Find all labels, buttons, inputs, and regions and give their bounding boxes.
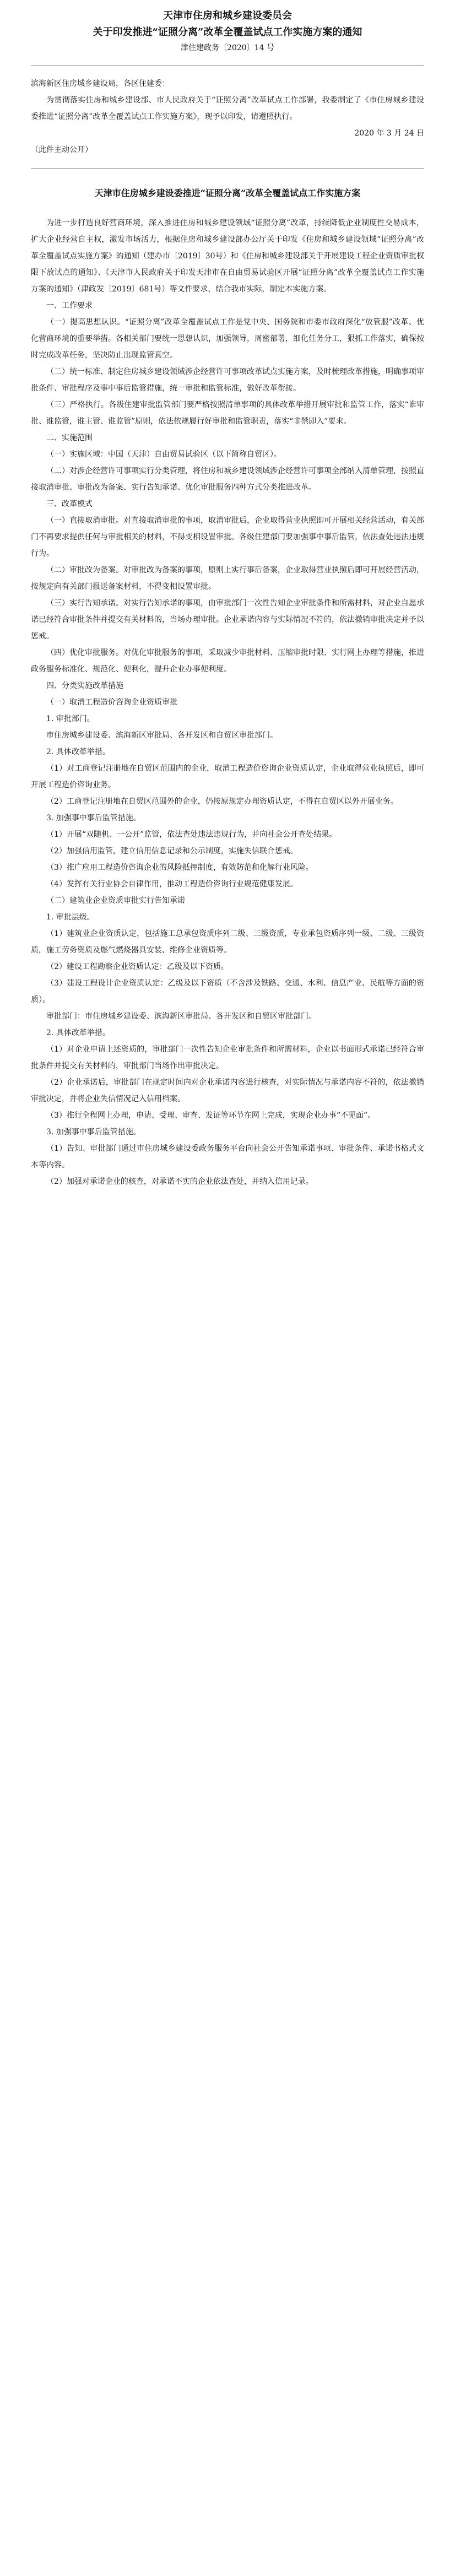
paragraph: （1）开展“双随机、一公开”监管，依法查处违法违规行为，并向社会公开查处结果。	[46, 830, 337, 839]
paragraph: （二）对涉企经营许可事项实行分类管理，将住房和城乡建设领域涉企经营许可事项全部纳入清单管理，按照直接取消审批、审批改为备案、实行告知承诺、优化审批服务四种方式分类推进改革。	[31, 467, 424, 492]
paragraph: （二）审批改为备案。对审批改为备案的事项，原则上实行事后备案，企业取得营业执照后即可开展经营活动，按规定向有关部门报送备案材料，不得变相设置审批。	[31, 566, 424, 591]
paragraph: （2）加强对承诺企业的核查，对承诺不实的企业依法查处，并纳入信用记录。	[46, 1177, 313, 1186]
paragraph: （1）建筑业企业资质认定，包括施工总承包资质序列二级、三级资质，专业承包资质序列一级、二级、三级资质，施工劳务资质及燃气燃烧器具安装、维修企业资质等。	[31, 929, 424, 955]
paragraph: （3）建设工程设计企业资质认定：乙级及以下资质（不含涉及铁路、交通、水利、信息产业、民航等方面的资质）。	[31, 979, 424, 1004]
paragraph: （一）直接取消审批。对直接取消审批的事项，取消审批后，企业取得营业执照即可开展相关经营活动，有关部门不再要求提供任何与审批相关的材料，不得变相设置审批。各级住建部门要加强事中事后监管，依法查处违法违规行为。	[31, 516, 424, 558]
paragraph: （一）取消工程造价咨询企业资质审批	[46, 698, 177, 707]
paragraph: 一、工作要求	[46, 301, 93, 310]
agency-name: 天津市住房和城乡建设委员会	[163, 10, 292, 21]
section-divider	[31, 168, 424, 169]
plan-body	[31, 215, 424, 1190]
paragraph: （4）发挥有关行业协会自律作用，推动工程造价咨询行业规范健康发展。	[46, 880, 298, 889]
paragraph: （1）对工商登记注册地在自贸区范围内的企业，取消工程造价咨询企业资质认定，企业取得营业执照后，即可开展工程造价咨询业务。	[31, 764, 424, 789]
paragraph: （三）严格执行。各级住建审批监管部门要严格按照清单事项的具体改革举措开展审批和监管工作，落实“谁审批、谁监管，谁主管、谁监管”原则，依法依规履行好审批和监管职责，落实“非禁即入”要求。	[31, 401, 424, 426]
paragraph: （3）推行全程网上办理，申请、受理、审查、发证等环节在网上完成，实现企业办事“不见面”。	[46, 1111, 376, 1120]
document-number: 津住建政务〔2020〕14 号	[181, 44, 274, 52]
addressee: 滨海新区住房城乡建设局，各区住建委：	[31, 79, 170, 88]
paragraph: 市住房城乡建设委、滨海新区审批局、各开发区和自贸区审批部门。	[46, 731, 278, 740]
paragraph: （2）加强信用监管，建立信用信息记录和公示制度，实施失信联合惩戒。	[46, 847, 298, 856]
paragraph: 3. 加强事中事后监管措施。	[46, 1128, 141, 1137]
public-note: （此件主动公开）	[31, 145, 93, 154]
paragraph: （1）对企业申请上述资质的，审批部门一次性告知企业审批条件和所需材料，企业以书面形式承诺已经符合审批条件并提交有关材料的，审批部门当场作出审批决定。	[31, 1045, 424, 1070]
paragraph: 二、实施范围	[46, 434, 93, 442]
paragraph: （3）推广应用工程造价咨询企业的风险抵押制度，有效防范和化解行业风险。	[46, 863, 313, 872]
notice-title: 关于印发推进“证照分离”改革全覆盖试点工作实施方案的通知	[93, 26, 362, 38]
paragraph: 1. 审批部门。	[46, 715, 95, 723]
paragraph: 3. 加强事中事后监管措施。	[46, 814, 141, 822]
paragraph: 2. 具体改革举措。	[46, 748, 110, 756]
notice-body	[31, 92, 424, 125]
paragraph: （2）工商登记注册地在自贸区范围外的企业，仍按原规定办理资质认定，不得在自贸区以外开展业务。	[46, 797, 398, 806]
plan-title: 天津市住房城乡建设委推进“证照分离”改革全覆盖试点工作实施方案	[94, 188, 361, 198]
paragraph: 四、分类实施改革措施	[46, 681, 123, 690]
paragraph: （一）提高思想认识。“证照分离”改革全覆盖试点工作是党中央、国务院和市委市政府深化“放管服”改革、优化营商环境的重要举措。各相关部门要统一思想认识，加强领导，周密部署，细化任务分工，狠抓工作落实，确保按时完成改革任务，坚决防止出现监管真空。	[31, 318, 424, 360]
paragraph: 为贯彻落实住房和城乡建设部、市人民政府关于“证照分离”改革试点工作部署，我委制定了《市住房城乡建设委推进“证照分离”改革全覆盖试点工作实施方案》，现予以印发，请遵照执行。	[31, 96, 424, 121]
paragraph: （二）建筑业企业资质审批实行告知承诺	[46, 896, 185, 905]
paragraph: 2. 具体改革举措。	[46, 1029, 110, 1037]
paragraph: （四）优化审批服务。对优化审批服务的事项，采取减少审批材料、压缩审批时限、实行网上办理等措施，推进政务服务标准化、规范化、便利化，提升企业办事便利度。	[31, 648, 424, 674]
paragraph: （三）实行告知承诺。对实行告知承诺的事项，由审批部门一次性告知企业审批条件和所需材料，对企业自愿承诺已经符合审批条件并提交有关材料的，当场办理审批。企业承诺内容与实际情况不符的，依法撤销审批决定并予以惩戒。	[31, 599, 424, 641]
paragraph: （2）建设工程勘察企业资质认定：乙级及以下资质。	[46, 962, 229, 971]
paragraph: 审批部门：市住房城乡建设委、滨海新区审批局、各开发区和自贸区审批部门。	[46, 1012, 316, 1021]
paragraph: （1）告知、审批部门通过市住房城乡建设委政务服务平台向社会公开告知承诺事项、审批条件、承诺书格式文本等内容。	[31, 1144, 424, 1170]
paragraph: （二）统一标准、制定住房城乡建设领域涉企经营许可事项改革试点实施方案，及时梳理改革措施，明确事项审批条件、审批程序及事中事后监管措施，统一审批和监管标准，做好改革衔接。	[31, 367, 424, 393]
paragraph: 三、改革模式	[46, 500, 93, 508]
paragraph: 1. 审批层级。	[46, 913, 95, 922]
paragraph: （一）实施区域：中国（天津）自由贸易试验区（以下简称自贸区）。	[46, 450, 281, 459]
paragraph: 为进一步打造良好营商环境，深入推进住房和城乡建设领域“证照分离”改革，持续降低企业制度性交易成本，扩大企业经营自主权，激发市场活力，根据住房和城乡建设部办公厅关于印发《住房和城乡建设领域“证照分离”改革全覆盖试点实施方案》的通知（建办市〔2019〕30号）和《住房和城乡建设部关于开展建设工程企业资质审批权限下放试点的通知》、《天津市人民政府关于印发天津市在自由贸易试验区开展“证照分离”改革全覆盖试点工作实施方案的通知》（津政发〔2019〕681号）等文件要求，结合我市实际，制定本实施方案。	[31, 219, 424, 294]
paragraph: （2）企业承诺后，审批部门在规定时间内对企业承诺内容进行核查，对实际情况与承诺内容不符的，依法撤销审批决定，并将企业失信情况记入信用档案。	[31, 1078, 424, 1103]
header-divider	[31, 65, 424, 66]
notice-date: 2020 年 3 月 24 日	[354, 129, 424, 138]
